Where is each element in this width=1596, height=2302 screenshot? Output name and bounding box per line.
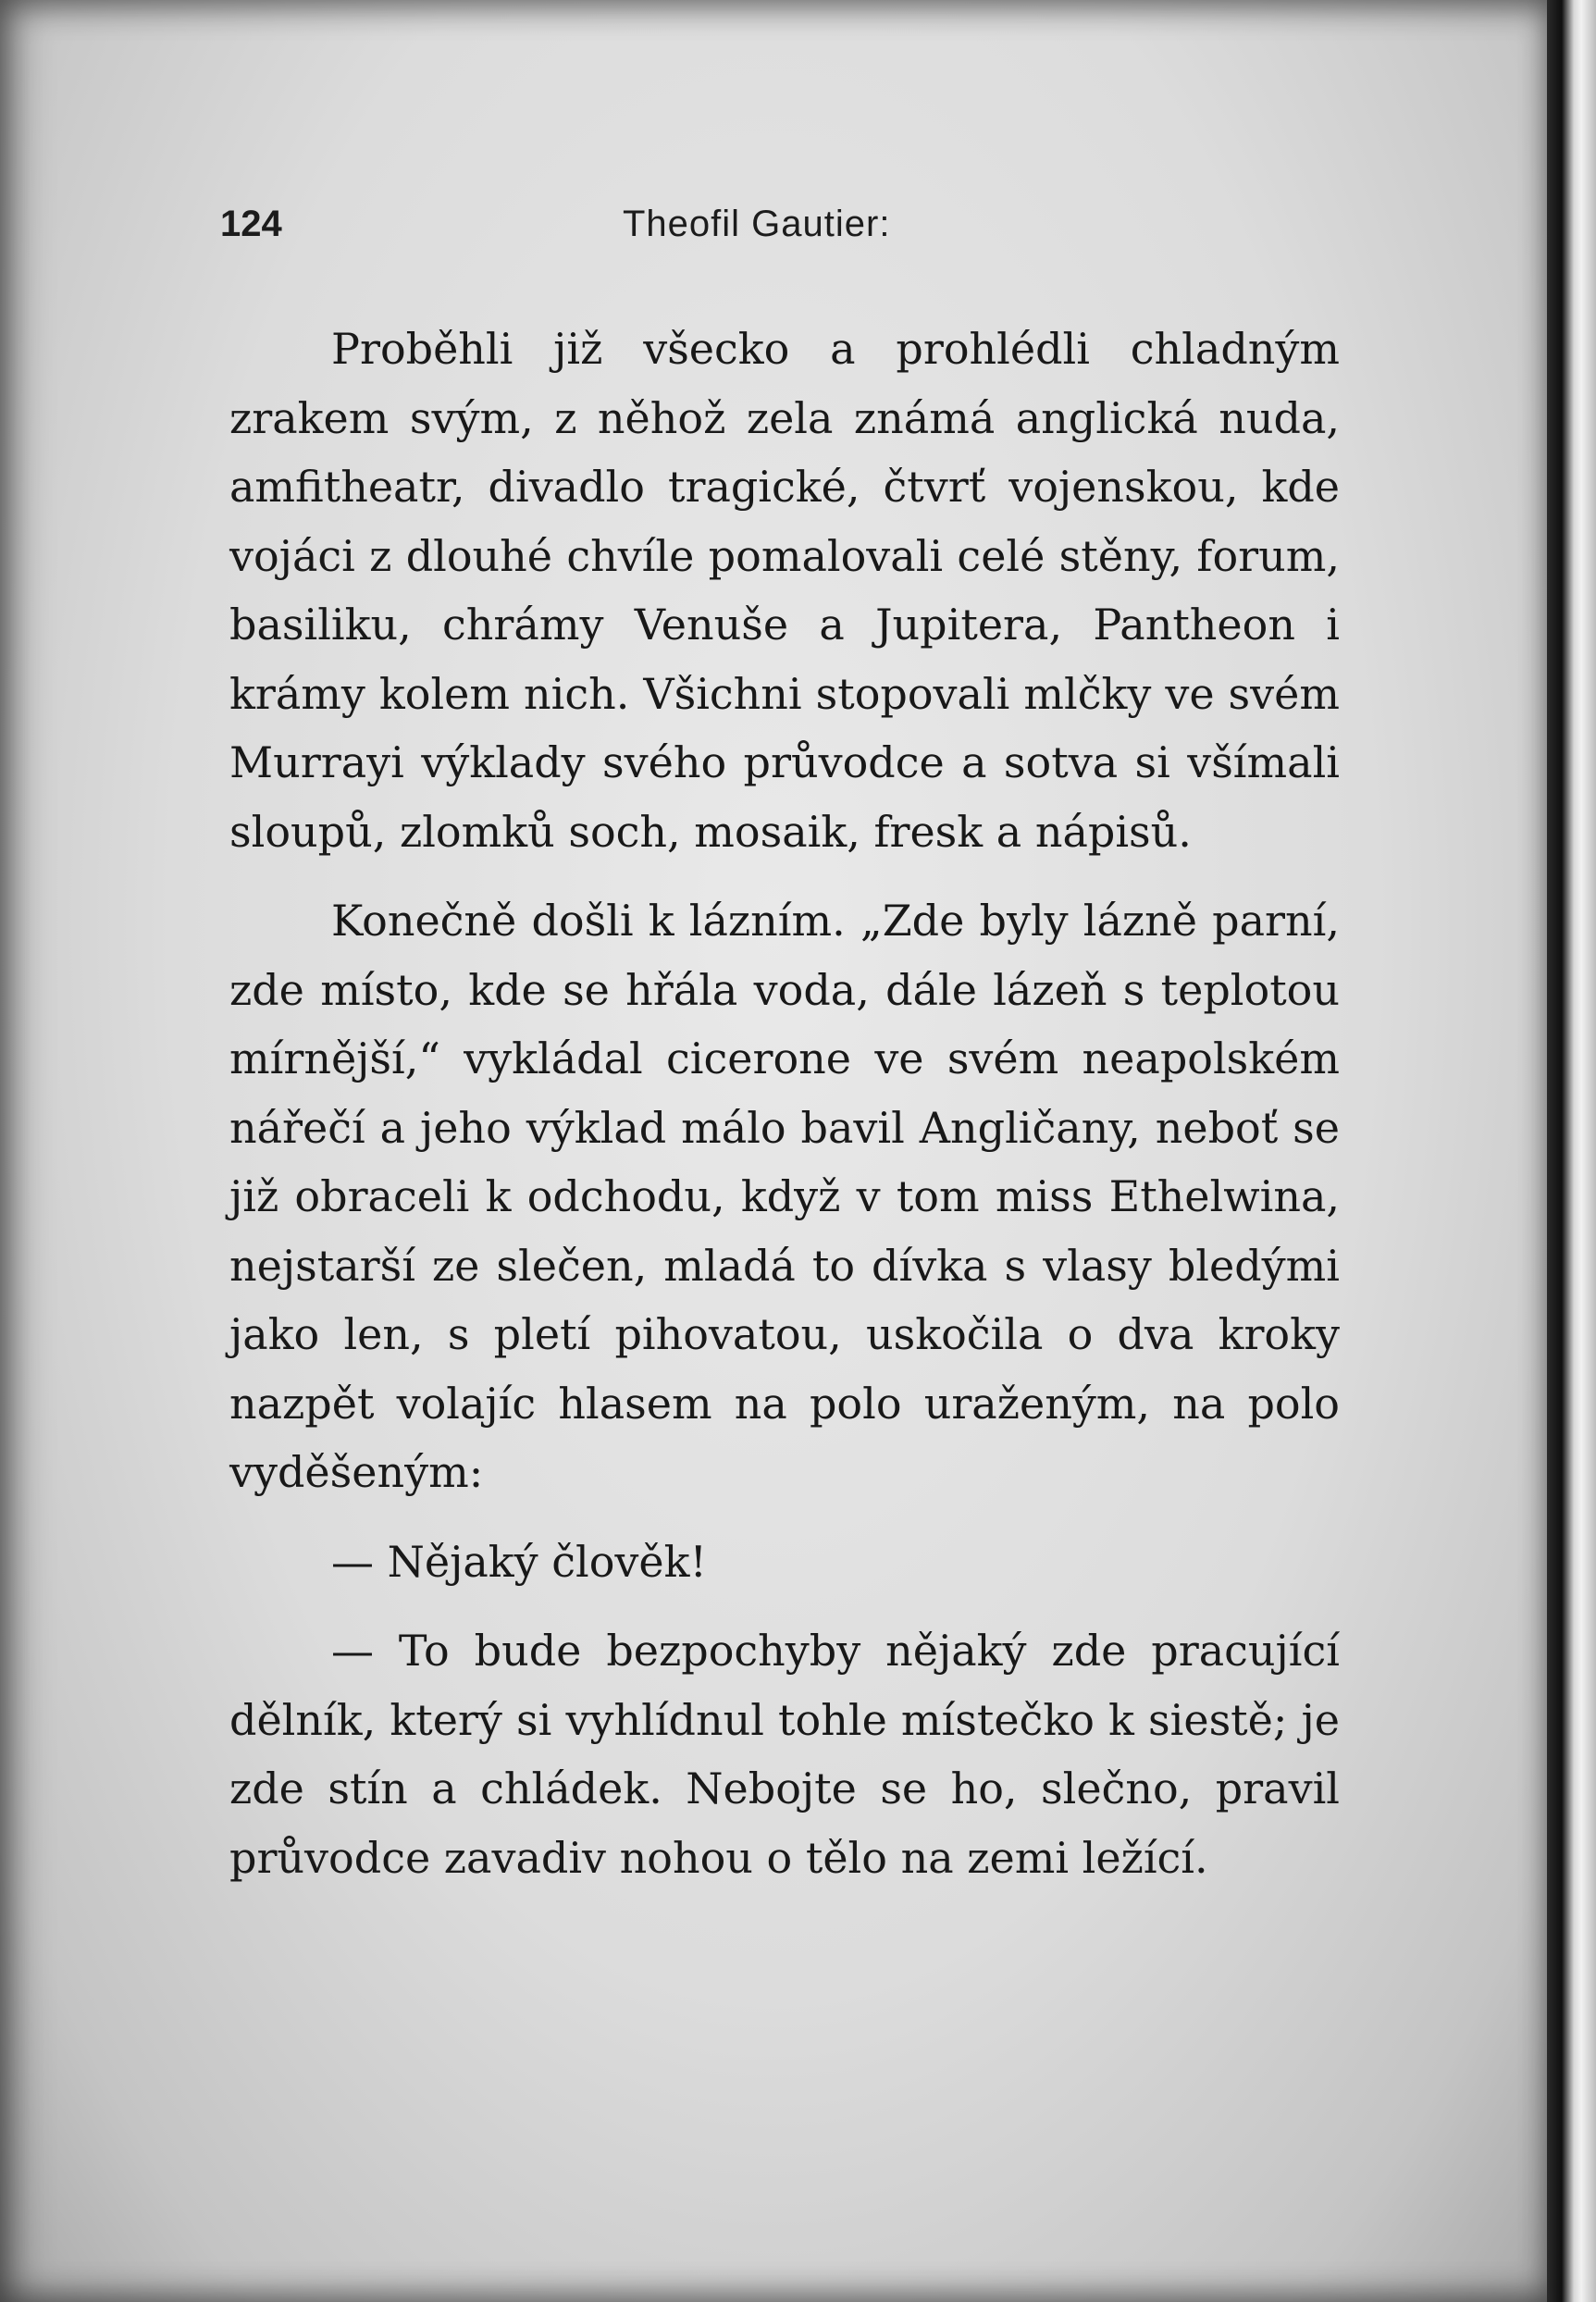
running-title: Theofil Gautier:	[623, 204, 891, 244]
dialogue-line-1: — Nějaký člověk!	[331, 1536, 708, 1587]
page-number: 124	[220, 204, 282, 244]
paragraph-1: Proběhli již všecko a prohlédli chladným zrakem svým, z něhož zela známá anglická nuda, amfitheatr, divadlo tragické, čtvrť vojenskou, kde vojáci z dlouhé chvíle pomalovali celé stěny, forum, basiliku, chrámy Venuše a Jupitera, Pantheon i krámy kolem nich. Všichni stopovali mlčky ve svém Murrayi výklady svého průvodce a sotva si všímali sloupů, zlomků soch, mosaik, fresk a nápisů.	[229, 324, 1340, 857]
page-edge	[1547, 0, 1596, 2302]
dialogue-line-2: — To bude bezpochyby nějaký zde pracující dělník, který si vyhlídnul tohle místečko k siestě; je zde stín a chládek. Nebojte se ho, slečno, pravil průvodce zavadiv nohou o tělo na zemi ležící.	[229, 1626, 1340, 1883]
body-text	[229, 315, 1340, 1912]
paragraph-2: Konečně došli k lázním. „Zde byly lázně parní, zde místo, kde se hřála voda, dále lázeň s teplotou mírnější,“ vykládal cicerone ve svém neapolském nářečí a jeho výklad málo bavil Angličany, neboť se již obraceli k odchodu, když v tom miss Ethelwina, nejstarší ze slečen, mladá to dívka s vlasy bledými jako len, s pletí pihovatou, uskočila o dva kroky nazpět volajíc hlasem na polo uraženým, na polo vyděšeným:	[229, 896, 1340, 1497]
page-header	[220, 204, 1358, 259]
